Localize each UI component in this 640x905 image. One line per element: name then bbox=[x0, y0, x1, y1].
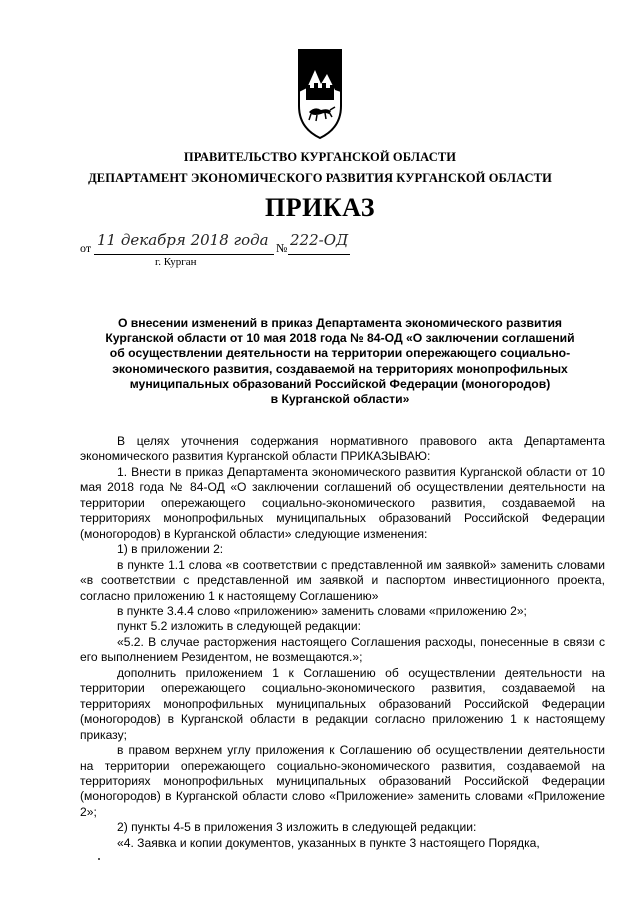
title-line: в Курганской области» bbox=[270, 392, 410, 407]
number-handwritten: 222-ОД bbox=[290, 231, 349, 249]
number-label: № bbox=[276, 241, 288, 255]
title-line: муниципальных образований Российской Федерации (моногородов) bbox=[129, 376, 551, 391]
paragraph: в пункте 3.4.4 слово «приложению» заменить словами «приложению 2»; bbox=[117, 603, 527, 618]
department-name: ДЕПАРТАМЕНТ ЭКОНОМИЧЕСКОГО РАЗВИТИЯ КУРГАНСКОЙ ОБЛАСТИ bbox=[88, 171, 552, 185]
paragraph: 1. Внести в приказ Департамента экономического развития Курганской области от 10 мая 2018 года № 84-ОД «О заключении соглашений об осуществлении деятельности на территории опережающего социально-экономического развития, создаваемой на территориях монопрофильных муниципальных образований Российской Федерации (моногородов) в Курганской области» следующие изменения: bbox=[80, 464, 605, 541]
paragraph: в правом верхнем углу приложения к Соглашению об осуществлении деятельности на территории опережающего социально-экономического развития, создаваемой на территориях монопрофильных муниципальных образований Российской Федерации (моногородов) в Курганской области слово «Приложение» заменить словами «Приложение 2»; bbox=[80, 743, 605, 819]
from-label: от bbox=[80, 241, 92, 255]
dateline bbox=[80, 231, 380, 274]
paragraph: пункт 5.2 изложить в следующей редакции: bbox=[117, 619, 362, 634]
number-underline bbox=[288, 254, 350, 255]
paragraph: В целях уточнения содержания нормативного правового акта Департамента экономического развития Курганской области ПРИКАЗЫВАЮ: bbox=[80, 434, 605, 464]
title-line: экономического развития, создаваемой на территориях монопрофильных bbox=[112, 361, 568, 376]
paragraph: 1) в приложении 2: bbox=[117, 542, 224, 557]
title-line: Курганской области от 10 мая 2018 года № 84-ОД «О заключении соглашений bbox=[105, 331, 575, 346]
document-type: ПРИКАЗ bbox=[264, 193, 376, 222]
date-handwritten: 11 декабря 2018 года bbox=[97, 231, 269, 249]
scan-speck bbox=[98, 858, 100, 860]
title-line: об осуществлении деятельности на территории опережающего социально- bbox=[109, 346, 571, 361]
city: г. Курган bbox=[155, 256, 197, 268]
order-title bbox=[80, 316, 600, 407]
paragraph: в пункте 1.1 слова «в соответствии с представленной им заявкой» заменить словами «в соответствии с представленной им заявкой и паспортом инвестиционного проекта, согласно приложению 1 к настоящему Соглашению» bbox=[80, 557, 605, 603]
kurgan-coat-of-arms-icon bbox=[297, 48, 343, 140]
paragraph: «4. Заявка и копии документов, указанных в пункте 3 настоящего Порядка, bbox=[117, 835, 540, 850]
order-body bbox=[80, 434, 605, 851]
paragraph: дополнить приложением 1 к Соглашению об осуществлении деятельности на территории опережающего социально-экономического развития, создаваемой на территориях монопрофильных муниципальных образований Российской Федерации (моногородов) в Курганской области в редакции согласно приложению 1 к настоящему приказу; bbox=[80, 665, 605, 742]
title-line: О внесении изменений в приказ Департамента экономического развития bbox=[117, 316, 563, 330]
government-name: ПРАВИТЕЛЬСТВО КУРГАНСКОЙ ОБЛАСТИ bbox=[183, 150, 457, 164]
paragraph: 2) пункты 4-5 в приложения 3 изложить в следующей редакции: bbox=[117, 820, 477, 835]
date-underline bbox=[94, 254, 274, 255]
paragraph: «5.2. В случае расторжения настоящего Соглашения расходы, понесенные в связи с его выполнением Резидентом, не возмещаются.»; bbox=[80, 634, 605, 665]
